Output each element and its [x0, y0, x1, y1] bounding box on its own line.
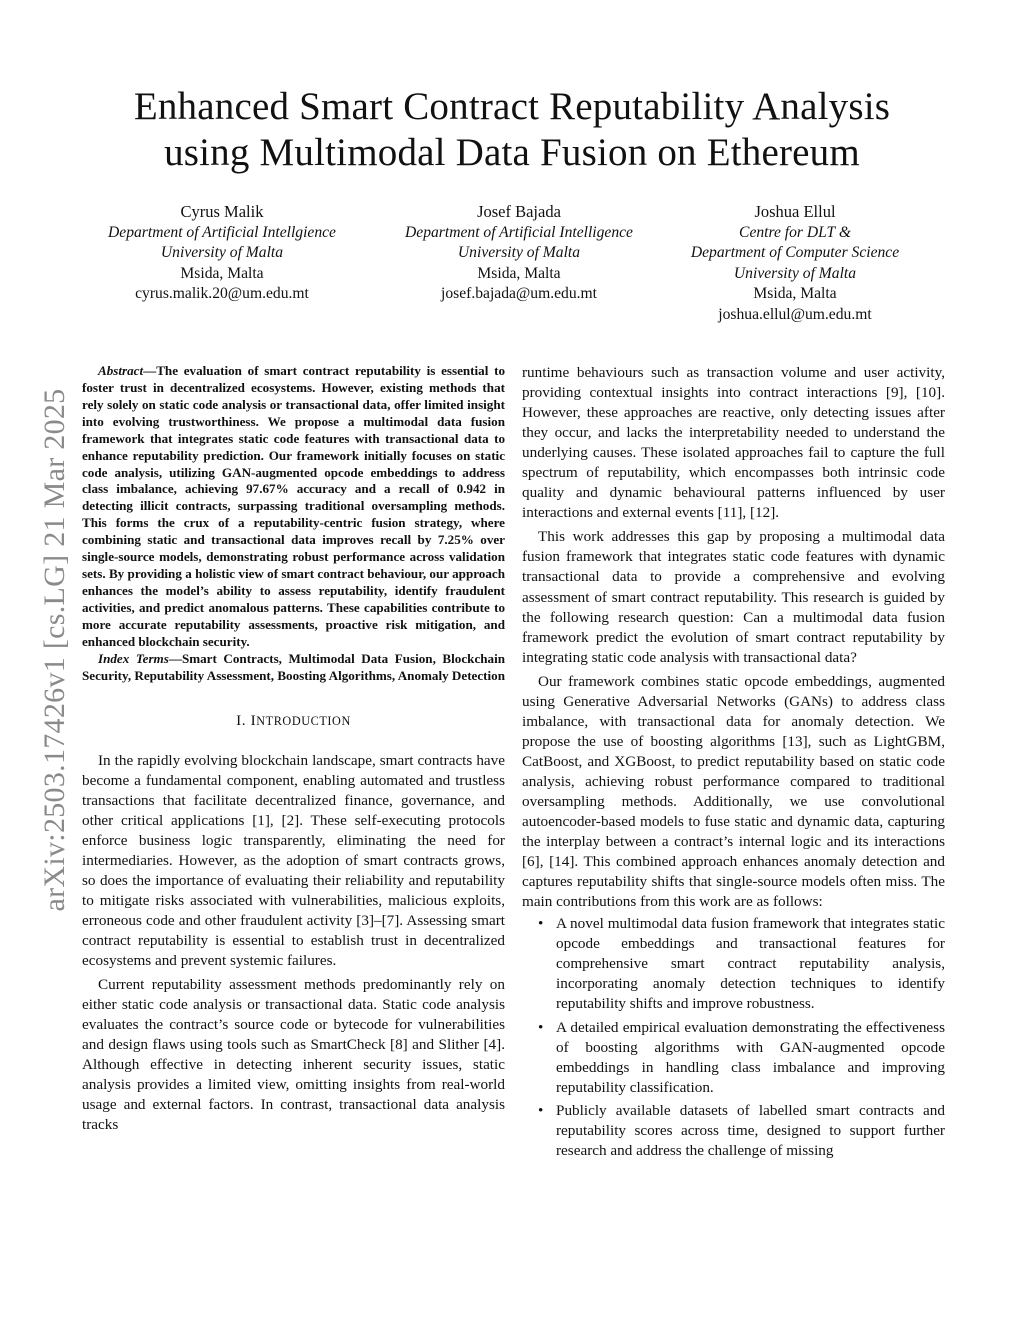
paper-title: [80, 84, 944, 176]
author-department: Department of Artificial Intellgience: [108, 223, 336, 241]
intro-paragraph-2: Current reputability assessment methods predominantly rely on either static code analysis or transactional data. Static code analysis evaluates the contract’s source code or bytecode for vulnerabilities and design flaws using tools such as SmartCheck [8] and Slither [4]. Although effective in detecting inherent security issues, static analysis provides a limited view, omitting insights from real-world usage and external factors. In contrast, transactional data analysis tracks: [82, 976, 505, 1134]
abstract: [82, 363, 505, 651]
author-location: Msida, Malta: [753, 285, 837, 303]
abstract-label: Abstract: [98, 363, 144, 378]
author-block-1: [72, 202, 372, 305]
title-line-2: using Multimodal Data Fusion on Ethereum: [164, 131, 860, 174]
bullet-icon: •: [538, 1101, 544, 1119]
author-university: University of Malta: [160, 244, 284, 262]
author-block-3: [645, 202, 945, 326]
contribution-text: A detailed empirical evaluation demonstrating the effectiveness of boosting algorithms with GAN-augmented opcode embeddings in handling class imbalance and improving reputability classification.: [556, 1018, 945, 1096]
index-terms-text: —Smart Contracts, Multimodal Data Fusion, Blockchain Security, Reputability Assessment, Boosting Algorithms, Anomaly Detection: [82, 650, 506, 683]
list-item: [522, 1018, 945, 1098]
section-name: NTRODUCTION: [256, 713, 351, 728]
author-department: Centre for DLT &: [739, 223, 851, 241]
list-item: [522, 1101, 945, 1161]
section-number: I.: [236, 711, 251, 729]
author-university: University of Malta: [457, 244, 581, 262]
author-location: Msida, Malta: [477, 264, 561, 282]
contributions-list: [522, 914, 945, 1161]
arxiv-identifier: arXiv:2503.17426v1 [cs.LG] 21 Mar 2025: [38, 388, 71, 912]
body-paragraph-1: runtime behaviours such as transaction volume and user activity, providing contextual insights into contract interactions [9], [10]. However, these approaches are reactive, only detecting issues after they occur, and lacks the interpretability needed to understand the underlying causes. These isolated approaches fail to capture the full spectrum of reputability, which encompasses both intrinsic code quality and dynamic behavioural patterns influenced by user interactions and external events [11], [12].: [522, 364, 945, 522]
author-name: Joshua Ellul: [754, 202, 836, 221]
author-email: josef.bajada@um.edu.mt: [441, 285, 597, 303]
author-email: cyrus.malik.20@um.edu.mt: [135, 285, 309, 303]
left-column: [82, 363, 505, 1135]
contribution-text: Publicly available datasets of labelled smart contracts and reputability scores across time, designed to support further research and address the challenge of missing: [556, 1101, 945, 1159]
list-item: [522, 914, 945, 1014]
contribution-text: A novel multimodal data fusion framework that integrates static opcode embeddings and transactional features for comprehensive smart contract reputability analysis, incorporating anomaly detection techniques to identify reputability shifts and improve robustness.: [556, 915, 945, 1013]
author-university: University of Malta: [733, 264, 857, 282]
author-location: Msida, Malta: [180, 264, 264, 282]
right-column: [522, 363, 945, 1164]
bullet-icon: •: [538, 1018, 544, 1036]
body-paragraph-3: Our framework combines static opcode embeddings, augmented using Generative Adversarial Networks (GANs) to address class imbalance, with transactional data for anomaly detection. We propose the use of boosting algorithms [13], such as LightGBM, CatBoost, and XGBoost, to predict reputability based on static code analysis, achieving robust performance compared to traditional oversampling methods. Additionally, we use convolutional autoencoder-based models to fuse static and dynamic data, capturing the interplay between a contract’s internal logic and its interactions [6], [14]. This combined approach enhances anomaly detection and captures reputability shifts that single-source models often miss. The main contributions from this work are as follows:: [522, 672, 945, 911]
abstract-text: —The evaluation of smart contract reputability is essential to foster trust in decentralized ecosystems. However, existing methods that rely solely on static code analysis or transactional data, offer limited insight into evolving trustworthiness. We propose a multimodal data fusion framework that integrates static code features with transactional data to enhance reputability prediction. Our framework initially focuses on static code analysis, utilizing GAN-augmented opcode embeddings to address class imbalance, achieving 97.67% accuracy and a recall of 0.942 in detecting illicit contracts, surpassing traditional oversampling methods. This forms the crux of a reputability-centric fusion strategy, where combining static and transactional data improves recall by 7.25% over single-source models, demonstrating robust performance across validation sets. By providing a holistic view of smart contract behaviour, our approach enhances the model’s ability to assess reputability, identify fraudulent activities, and predict anomalous patterns. These capabilities contribute to more accurate reputability assessments, proactive risk mitigation, and enhanced blockchain security.: [82, 363, 505, 649]
section-heading: [82, 711, 505, 731]
author-email: joshua.ellul@um.edu.mt: [718, 305, 872, 323]
title-line-1: Enhanced Smart Contract Reputability Analysis: [133, 85, 891, 128]
bullet-icon: •: [538, 915, 544, 933]
body-paragraph-2: This work addresses this gap by proposing a multimodal data fusion framework that integrates static code features with dynamic transactional data to provide a comprehensive and evolving assessment of smart contract reputability. This research is guided by the following research question: Can a multimodal data fusion framework predict the evolution of smart contract reputability by integrating static code analysis with transactional data?: [522, 528, 945, 666]
author-department: Department of Artificial Intelligence: [405, 223, 633, 241]
author-block-2: [369, 202, 669, 305]
index-terms-label: Index Terms: [98, 650, 169, 666]
author-name: Cyrus Malik: [180, 202, 264, 221]
intro-paragraph-1: In the rapidly evolving blockchain landscape, smart contracts have become a fundamental component, enabling automated and trustless transactions that facilitate decentralized finance, governance, and other critical applications [1], [2]. These self-executing protocols enforce business logic transparently, eliminating the need for intermediaries. However, as the adoption of smart contracts grows, so does the importance of evaluating their reliability and reputability to mitigate risks associated with vulnerabilities, malicious exploits, erroneous code and other fraudulent activity [3]–[7]. Assessing smart contract reputability is essential to establish trust in decentralized ecosystems and prevent systemic failures.: [82, 751, 505, 969]
author-name: Josef Bajada: [477, 202, 561, 221]
section-initial: I: [250, 711, 257, 729]
index-terms: [82, 651, 505, 685]
author-department-2: Department of Computer Science: [690, 244, 900, 262]
